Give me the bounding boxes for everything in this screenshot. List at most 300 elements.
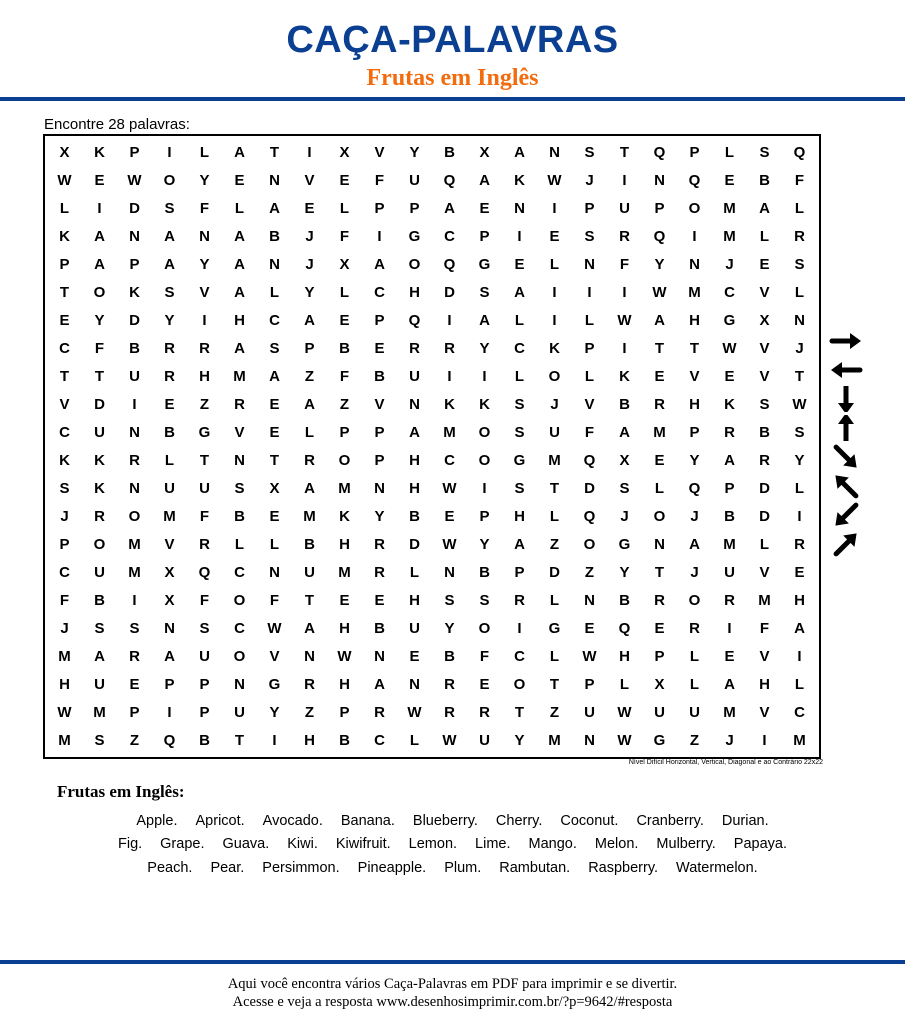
grid-letter[interactable]: L xyxy=(584,311,595,329)
grid-letter[interactable]: I xyxy=(447,367,452,385)
grid-letter[interactable]: Q xyxy=(653,227,666,245)
grid-letter[interactable]: T xyxy=(59,283,70,301)
grid-letter[interactable]: B xyxy=(759,171,770,189)
grid-letter[interactable]: L xyxy=(654,480,665,498)
grid-letter[interactable]: O xyxy=(478,452,491,469)
grid-letter[interactable]: K xyxy=(94,452,105,469)
grid-letter[interactable]: M xyxy=(653,423,666,441)
grid-letter[interactable]: I xyxy=(762,732,767,750)
grid-letter[interactable]: S xyxy=(794,423,805,441)
grid-letter[interactable]: E xyxy=(584,620,595,638)
grid-letter[interactable]: A xyxy=(269,199,280,217)
grid-letter[interactable]: A xyxy=(269,367,280,385)
grid-letter[interactable]: C xyxy=(234,620,245,638)
grid-letter[interactable]: E xyxy=(269,508,280,526)
grid-letter[interactable]: S xyxy=(164,283,175,301)
grid-letter[interactable]: R xyxy=(129,648,140,666)
grid-letter[interactable]: F xyxy=(94,339,105,357)
grid-letter[interactable]: J xyxy=(725,732,734,750)
grid-letter[interactable]: H xyxy=(794,592,805,610)
grid-letter[interactable]: W xyxy=(722,339,737,357)
grid-letter[interactable]: C xyxy=(514,648,525,666)
grid-letter[interactable]: I xyxy=(622,171,627,189)
grid-letter[interactable]: S xyxy=(129,620,140,638)
grid-letter[interactable]: J xyxy=(690,508,699,526)
grid-letter[interactable]: R xyxy=(444,676,455,694)
grid-letter[interactable]: B xyxy=(479,564,490,582)
grid-letter[interactable]: M xyxy=(303,508,316,526)
grid-letter[interactable]: V xyxy=(759,564,770,582)
grid-letter[interactable]: U xyxy=(479,732,490,750)
grid-letter[interactable]: Y xyxy=(444,620,455,638)
grid-letter[interactable]: B xyxy=(374,620,385,638)
grid-letter[interactable]: S xyxy=(94,732,105,750)
grid-letter[interactable]: B xyxy=(409,508,420,526)
grid-letter[interactable]: E xyxy=(374,592,385,610)
grid-letter[interactable]: C xyxy=(234,564,245,582)
grid-letter[interactable]: W xyxy=(617,732,632,750)
grid-letter[interactable]: B xyxy=(199,732,210,750)
grid-letter[interactable]: U xyxy=(94,423,105,441)
grid-letter[interactable]: U xyxy=(549,423,560,441)
grid-letter[interactable]: N xyxy=(584,732,595,750)
grid-letter[interactable]: P xyxy=(164,676,175,694)
grid-letter[interactable]: V xyxy=(759,283,770,301)
grid-letter[interactable]: J xyxy=(620,508,629,526)
grid-letter[interactable]: J xyxy=(550,395,559,413)
grid-letter[interactable]: O xyxy=(548,367,561,385)
grid-letter[interactable]: L xyxy=(689,648,700,666)
grid-letter[interactable]: S xyxy=(584,143,595,161)
grid-letter[interactable]: Y xyxy=(479,339,490,357)
grid-letter[interactable]: G xyxy=(478,255,491,273)
grid-letter[interactable]: R xyxy=(689,620,700,638)
grid-letter[interactable]: S xyxy=(59,480,70,498)
grid-letter[interactable]: L xyxy=(514,311,525,329)
grid-letter[interactable]: E xyxy=(269,423,280,441)
grid-letter[interactable]: T xyxy=(304,592,315,610)
grid-letter[interactable]: H xyxy=(409,452,420,469)
grid-letter[interactable]: A xyxy=(724,452,735,469)
grid-letter[interactable]: E xyxy=(444,508,455,526)
grid-letter[interactable]: N xyxy=(164,620,175,638)
grid-letter[interactable]: M xyxy=(93,704,106,722)
grid-letter[interactable]: R xyxy=(129,452,140,469)
grid-letter[interactable]: V xyxy=(59,395,70,413)
grid-letter[interactable]: I xyxy=(202,311,207,329)
grid-letter[interactable]: A xyxy=(234,339,245,357)
grid-letter[interactable]: M xyxy=(723,536,736,554)
grid-letter[interactable]: I xyxy=(167,143,172,161)
grid-letter[interactable]: Y xyxy=(94,311,105,329)
grid-letter[interactable]: I xyxy=(692,227,697,245)
grid-letter[interactable]: E xyxy=(654,367,665,385)
grid-letter[interactable]: S xyxy=(759,395,770,413)
grid-letter[interactable]: L xyxy=(199,143,210,161)
grid-letter[interactable]: S xyxy=(479,283,490,301)
grid-letter[interactable]: O xyxy=(408,255,421,273)
grid-letter[interactable]: R xyxy=(724,592,735,610)
grid-letter[interactable]: Q xyxy=(583,452,596,469)
grid-letter[interactable]: U xyxy=(409,620,420,638)
grid-letter[interactable]: N xyxy=(129,227,140,245)
grid-letter[interactable]: F xyxy=(339,367,350,385)
grid-letter[interactable]: V xyxy=(759,367,770,385)
grid-letter[interactable]: A xyxy=(234,227,245,245)
grid-letter[interactable]: M xyxy=(758,592,771,610)
grid-letter[interactable]: Y xyxy=(619,564,630,582)
grid-letter[interactable]: N xyxy=(794,311,805,329)
grid-letter[interactable]: H xyxy=(304,732,315,750)
grid-letter[interactable]: K xyxy=(339,508,350,526)
grid-letter[interactable]: A xyxy=(444,199,455,217)
grid-letter[interactable]: E xyxy=(409,648,420,666)
grid-letter[interactable]: W xyxy=(442,732,457,750)
grid-letter[interactable]: V xyxy=(584,395,595,413)
grid-letter[interactable]: W xyxy=(582,648,597,666)
grid-letter[interactable]: R xyxy=(794,227,805,245)
grid-letter[interactable]: L xyxy=(409,732,420,750)
grid-letter[interactable]: Z xyxy=(549,536,560,554)
grid-letter[interactable]: R xyxy=(374,564,385,582)
grid-letter[interactable]: D xyxy=(94,395,105,413)
grid-letter[interactable]: M xyxy=(128,536,141,554)
grid-letter[interactable]: A xyxy=(654,311,665,329)
grid-letter[interactable]: V xyxy=(164,536,175,554)
grid-letter[interactable]: L xyxy=(234,199,245,217)
grid-letter[interactable]: W xyxy=(127,171,142,189)
grid-letter[interactable]: K xyxy=(94,480,105,498)
grid-letter[interactable]: A xyxy=(479,171,490,189)
grid-letter[interactable]: M xyxy=(58,732,71,750)
grid-letter[interactable]: K xyxy=(479,395,490,413)
grid-letter[interactable]: A xyxy=(164,255,175,273)
grid-letter[interactable]: N xyxy=(409,676,420,694)
grid-letter[interactable]: E xyxy=(479,676,490,694)
grid-letter[interactable]: P xyxy=(654,199,665,217)
grid-letter[interactable]: E xyxy=(479,199,490,217)
grid-letter[interactable]: N xyxy=(304,648,315,666)
grid-letter[interactable]: I xyxy=(132,592,137,610)
grid-letter[interactable]: L xyxy=(339,199,350,217)
grid-letter[interactable]: P xyxy=(199,676,210,694)
grid-letter[interactable]: X xyxy=(339,143,350,161)
grid-letter[interactable]: A xyxy=(759,199,770,217)
grid-letter[interactable]: Z xyxy=(199,395,210,413)
grid-letter[interactable]: O xyxy=(163,171,176,189)
grid-letter[interactable]: U xyxy=(199,480,210,498)
grid-letter[interactable]: P xyxy=(59,536,70,554)
grid-letter[interactable]: E xyxy=(94,171,105,189)
grid-letter[interactable]: L xyxy=(794,283,805,301)
grid-letter[interactable]: E xyxy=(129,676,140,694)
grid-letter[interactable]: P xyxy=(584,339,595,357)
grid-letter[interactable]: O xyxy=(583,536,596,554)
grid-letter[interactable]: R xyxy=(304,676,315,694)
grid-letter[interactable]: J xyxy=(305,227,314,245)
grid-letter[interactable]: R xyxy=(164,339,175,357)
grid-letter[interactable]: Y xyxy=(304,283,315,301)
grid-letter[interactable]: V xyxy=(199,283,210,301)
grid-letter[interactable]: F xyxy=(199,508,210,526)
grid-letter[interactable]: E xyxy=(374,339,385,357)
grid-letter[interactable]: Y xyxy=(269,704,280,722)
grid-letter[interactable]: C xyxy=(374,283,385,301)
grid-letter[interactable]: B xyxy=(759,423,770,441)
grid-letter[interactable]: P xyxy=(339,423,350,441)
grid-letter[interactable]: X xyxy=(164,592,175,610)
grid-letter[interactable]: Y xyxy=(514,732,525,750)
grid-letter[interactable]: W xyxy=(792,395,807,413)
grid-letter[interactable]: B xyxy=(444,143,455,161)
grid-letter[interactable]: M xyxy=(723,227,736,245)
grid-letter[interactable]: C xyxy=(59,339,70,357)
grid-letter[interactable]: A xyxy=(234,283,245,301)
grid-letter[interactable]: N xyxy=(269,171,280,189)
grid-letter[interactable]: B xyxy=(94,592,105,610)
grid-letter[interactable]: N xyxy=(129,423,140,441)
grid-letter[interactable]: A xyxy=(304,395,315,413)
grid-letter[interactable]: R xyxy=(409,339,420,357)
grid-letter[interactable]: P xyxy=(374,199,385,217)
grid-letter[interactable]: B xyxy=(129,339,140,357)
grid-letter[interactable]: T xyxy=(199,452,210,469)
grid-letter[interactable]: N xyxy=(654,171,665,189)
grid-letter[interactable]: T xyxy=(269,143,280,161)
grid-letter[interactable]: J xyxy=(690,564,699,582)
grid-letter[interactable]: W xyxy=(57,704,72,722)
grid-letter[interactable]: P xyxy=(199,704,210,722)
grid-letter[interactable]: H xyxy=(409,480,420,498)
grid-letter[interactable]: W xyxy=(337,648,352,666)
grid-letter[interactable]: N xyxy=(129,480,140,498)
grid-letter[interactable]: G xyxy=(198,423,211,441)
grid-letter[interactable]: D xyxy=(584,480,595,498)
grid-letter[interactable]: P xyxy=(304,339,315,357)
grid-letter[interactable]: N xyxy=(444,564,455,582)
grid-letter[interactable]: E xyxy=(59,311,70,329)
grid-letter[interactable]: L xyxy=(164,452,175,469)
grid-letter[interactable]: F xyxy=(374,171,385,189)
grid-letter[interactable]: H xyxy=(759,676,770,694)
grid-letter[interactable]: V xyxy=(759,704,770,722)
grid-letter[interactable]: D xyxy=(759,508,770,526)
grid-letter[interactable]: M xyxy=(443,423,456,441)
grid-letter[interactable]: P xyxy=(584,676,595,694)
grid-letter[interactable]: S xyxy=(759,143,770,161)
grid-letter[interactable]: L xyxy=(549,592,560,610)
grid-letter[interactable]: Q xyxy=(583,508,596,526)
grid-letter[interactable]: P xyxy=(374,311,385,329)
grid-letter[interactable]: Q xyxy=(163,732,176,750)
grid-letter[interactable]: T xyxy=(514,704,525,722)
grid-letter[interactable]: L xyxy=(514,367,525,385)
grid-letter[interactable]: K xyxy=(129,283,140,301)
grid-letter[interactable]: T xyxy=(269,452,280,469)
grid-letter[interactable]: U xyxy=(409,171,420,189)
grid-letter[interactable]: U xyxy=(409,367,420,385)
grid-letter[interactable]: M xyxy=(548,732,561,750)
grid-letter[interactable]: I xyxy=(622,283,627,301)
grid-letter[interactable]: E xyxy=(654,452,665,469)
grid-letter[interactable]: E xyxy=(234,171,245,189)
grid-letter[interactable]: H xyxy=(689,395,700,413)
grid-letter[interactable]: U xyxy=(129,367,140,385)
grid-letter[interactable]: B xyxy=(619,395,630,413)
grid-letter[interactable]: A xyxy=(514,536,525,554)
grid-letter[interactable]: F xyxy=(199,592,210,610)
grid-letter[interactable]: M xyxy=(233,367,246,385)
grid-letter[interactable]: R xyxy=(654,592,665,610)
grid-letter[interactable]: H xyxy=(619,648,630,666)
grid-letter[interactable]: I xyxy=(167,704,172,722)
grid-letter[interactable]: R xyxy=(374,704,385,722)
grid-letter[interactable]: N xyxy=(514,199,525,217)
grid-letter[interactable]: M xyxy=(793,732,806,750)
grid-letter[interactable]: X xyxy=(654,676,665,694)
grid-letter[interactable]: N xyxy=(409,395,420,413)
grid-letter[interactable]: P xyxy=(59,255,70,273)
grid-letter[interactable]: K xyxy=(724,395,735,413)
grid-letter[interactable]: V xyxy=(234,423,245,441)
grid-letter[interactable]: S xyxy=(619,480,630,498)
grid-letter[interactable]: P xyxy=(479,508,490,526)
grid-letter[interactable]: P xyxy=(724,480,735,498)
grid-letter[interactable]: L xyxy=(269,283,280,301)
grid-letter[interactable]: U xyxy=(654,704,665,722)
grid-letter[interactable]: J xyxy=(305,255,314,273)
grid-letter[interactable]: E xyxy=(724,648,735,666)
grid-letter[interactable]: L xyxy=(584,367,595,385)
grid-letter[interactable]: Z xyxy=(584,564,595,582)
grid-letter[interactable]: D xyxy=(759,480,770,498)
grid-letter[interactable]: A xyxy=(94,227,105,245)
grid-letter[interactable]: I xyxy=(552,283,557,301)
grid-letter[interactable]: O xyxy=(128,508,141,526)
grid-letter[interactable]: T xyxy=(94,367,105,385)
grid-letter[interactable]: L xyxy=(759,227,770,245)
grid-letter[interactable]: F xyxy=(199,199,210,217)
grid-letter[interactable]: Y xyxy=(164,311,175,329)
grid-letter[interactable]: Z xyxy=(689,732,700,750)
grid-letter[interactable]: A xyxy=(724,676,735,694)
grid-letter[interactable]: O xyxy=(653,508,666,526)
grid-letter[interactable]: U xyxy=(94,676,105,694)
grid-letter[interactable]: I xyxy=(482,367,487,385)
grid-letter[interactable]: P xyxy=(409,199,420,217)
grid-letter[interactable]: K xyxy=(59,452,70,469)
grid-letter[interactable]: E xyxy=(724,367,735,385)
grid-letter[interactable]: T xyxy=(619,143,630,161)
grid-letter[interactable]: P xyxy=(479,227,490,245)
grid-letter[interactable]: S xyxy=(514,423,525,441)
grid-letter[interactable]: L xyxy=(619,676,630,694)
grid-letter[interactable]: F xyxy=(759,620,770,638)
grid-letter[interactable]: O xyxy=(688,592,701,610)
grid-letter[interactable]: U xyxy=(94,564,105,582)
grid-letter[interactable]: C xyxy=(444,227,455,245)
grid-letter[interactable]: F xyxy=(794,171,805,189)
grid-letter[interactable]: L xyxy=(794,480,805,498)
grid-letter[interactable]: O xyxy=(93,536,106,554)
grid-letter[interactable]: U xyxy=(304,564,315,582)
grid-letter[interactable]: W xyxy=(547,171,562,189)
grid-letter[interactable]: B xyxy=(724,508,735,526)
grid-letter[interactable]: L xyxy=(724,143,735,161)
grid-letter[interactable]: W xyxy=(617,311,632,329)
grid-letter[interactable]: C xyxy=(269,311,280,329)
grid-letter[interactable]: P xyxy=(689,143,700,161)
grid-letter[interactable]: F xyxy=(339,227,350,245)
grid-letter[interactable]: N xyxy=(584,255,595,273)
grid-letter[interactable]: P xyxy=(129,143,140,161)
grid-letter[interactable]: H xyxy=(199,367,210,385)
grid-letter[interactable]: I xyxy=(517,227,522,245)
grid-letter[interactable]: L xyxy=(269,536,280,554)
grid-letter[interactable]: L xyxy=(549,648,560,666)
grid-letter[interactable]: I xyxy=(622,339,627,357)
grid-letter[interactable]: D xyxy=(129,311,140,329)
grid-letter[interactable]: V xyxy=(689,367,700,385)
grid-letter[interactable]: Q xyxy=(198,564,211,582)
grid-letter[interactable]: A xyxy=(234,255,245,273)
grid-letter[interactable]: U xyxy=(199,648,210,666)
grid-letter[interactable]: W xyxy=(57,171,72,189)
grid-letter[interactable]: I xyxy=(727,620,732,638)
grid-letter[interactable]: Q xyxy=(443,171,456,189)
grid-letter[interactable]: Q xyxy=(443,255,456,273)
grid-letter[interactable]: L xyxy=(689,676,700,694)
grid-letter[interactable]: M xyxy=(58,648,71,666)
grid-letter[interactable]: Y xyxy=(689,452,700,469)
grid-letter[interactable]: G xyxy=(408,227,421,245)
grid-letter[interactable]: V xyxy=(269,648,280,666)
grid-letter[interactable]: T xyxy=(59,367,70,385)
grid-letter[interactable]: E xyxy=(549,227,560,245)
grid-letter[interactable]: W xyxy=(267,620,282,638)
grid-letter[interactable]: U xyxy=(234,704,245,722)
grid-letter[interactable]: M xyxy=(338,564,351,582)
grid-letter[interactable]: H xyxy=(409,592,420,610)
grid-letter[interactable]: S xyxy=(794,255,805,273)
grid-letter[interactable]: I xyxy=(272,732,277,750)
grid-letter[interactable]: H xyxy=(409,283,420,301)
grid-letter[interactable]: S xyxy=(269,339,280,357)
grid-letter[interactable]: I xyxy=(797,508,802,526)
grid-letter[interactable]: O xyxy=(688,199,701,217)
grid-letter[interactable]: M xyxy=(163,508,176,526)
grid-letter[interactable]: S xyxy=(199,620,210,638)
grid-letter[interactable]: D xyxy=(129,199,140,217)
grid-letter[interactable]: C xyxy=(794,704,805,722)
grid-letter[interactable]: T xyxy=(549,676,560,694)
grid-letter[interactable]: T xyxy=(234,732,245,750)
grid-letter[interactable]: X xyxy=(339,255,350,273)
grid-letter[interactable]: J xyxy=(725,255,734,273)
grid-letter[interactable]: A xyxy=(94,648,105,666)
grid-letter[interactable]: Y xyxy=(199,255,210,273)
grid-letter[interactable]: W xyxy=(617,704,632,722)
grid-letter[interactable]: Z xyxy=(129,732,140,750)
grid-letter[interactable]: J xyxy=(585,171,594,189)
grid-letter[interactable]: E xyxy=(724,171,735,189)
grid-letter[interactable]: L xyxy=(304,423,315,441)
grid-letter[interactable]: Z xyxy=(304,367,315,385)
grid-letter[interactable]: A xyxy=(479,311,490,329)
grid-letter[interactable]: I xyxy=(587,283,592,301)
grid-letter[interactable]: F xyxy=(584,423,595,441)
grid-letter[interactable]: X xyxy=(759,311,770,329)
